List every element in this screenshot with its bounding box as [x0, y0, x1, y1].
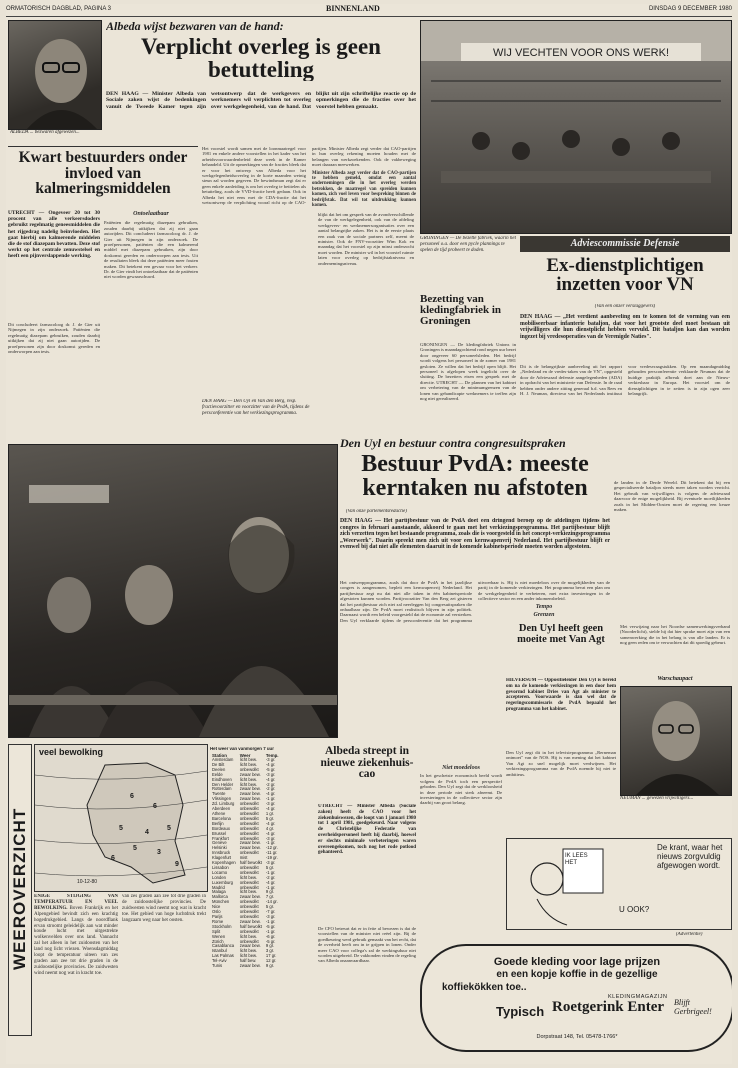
weather-cell-temp: 3 gr.: [265, 948, 275, 954]
kwart-body: [104, 210, 198, 438]
weather-cell-station: De Bilt: [212, 761, 225, 767]
denuyl-headline: Den Uyl heeft geen moeite met Van Agt: [517, 624, 605, 645]
weather-cell-weer: half bew.: [239, 958, 257, 964]
weather-cell-temp: -14 gr.: [265, 899, 278, 905]
weather-cell-weer: onbewolkt: [239, 830, 259, 836]
albeda-headline: Verplicht overleg is geen betutteling: [141, 35, 381, 81]
cartoon-slogan: De krant, waar het nieuws zorgvuldig afgewogen wordt.: [657, 843, 723, 870]
weather-cell-weer: onbewolkt: [239, 864, 259, 870]
weather-cell-temp: 1 gr.: [265, 810, 275, 816]
weather-cell-station: Madrid: [212, 884, 225, 890]
weather-cell-station: Londen: [212, 874, 226, 880]
weather-cell-temp: -3 gr.: [265, 757, 276, 762]
weather-cell-temp: -4 gr.: [265, 761, 276, 767]
weather-table: [210, 753, 281, 969]
defensie-side-body: de landen in de Derde Wereld. Dit betekent dat bij een gespecialiseerde bataljon steeds meer taken worden verricht. Het gebruik van vrijwilligers is volgens de adviesraad daarvoor de enige mogelijkheid. Bij eventuele moeilijkheden zoals in het Midden-Oosten moet de regering een keuze maken.: [614, 480, 730, 513]
weather-cell-temp: -3 gr.: [265, 801, 276, 807]
weather-cell-temp: 4 gr.: [265, 825, 275, 831]
defensie-body: Dit is de belangrijkste aanbeveling uit het rapport „Nederland en de vredes-taken van de VN", opgesteld door de Adviesraad defensie aangelegenheden (ADA) in opdracht van het ministerie van Defensie. In de raad hebben onder andere zitting generaal b.d. van Rees en H. J. Neuman, directeur van het Nederlands instituut voor vredesvraagstukken. Op een maandagmiddag gehouden persconferentie verklaarde Neuman dat de huidige praktijk afbreuk doet aan de Nieuw-verkiesbaar in Europa. Het voorstel om de dienstplichtigen in te zetten is in zijn ogen zeer belangrijk.: [520, 364, 730, 397]
map-label-7: 3: [157, 849, 161, 856]
albeda-lead: DEN HAAG — Minister Albeda van Sociale zaken wijst de bedenkingen vanuit de Tweede Kamer tegen zijn wetsontwerp dat de werkgevers en werknemers wil verplichten tot overleg over werkgelegenheid, van de hand. Dat blijkt uit zijn schriftelijke reactie op de opmerkingen die de fracties over het voorstel hebben gemaakt.: [106, 91, 416, 110]
weather-cell-weer: onbewolkt: [239, 909, 259, 915]
map-label-2: 6: [153, 803, 157, 810]
weather-cell-weer: onbewolkt: [239, 879, 259, 885]
albeda-photo: [8, 20, 102, 130]
weather-cell-temp: -1 gr.: [265, 869, 276, 875]
weather-cell-station: Split: [212, 928, 221, 934]
weather-cell-weer: zwaar bew.: [239, 791, 261, 797]
weather-cell-station: Oslo: [212, 909, 221, 915]
pvda-subhead-tempo: Tempo: [535, 603, 553, 610]
weather-cell-weer: onbewolkt: [239, 806, 259, 812]
weather-cell-weer: onbewolkt: [239, 884, 259, 890]
header-right: DINSDAG 9 DECEMBER 1980: [648, 6, 732, 12]
weather-cell-station: Genève: [212, 840, 227, 846]
pvda-lead: DEN HAAG — Het partijbestuur van de PvdA doet een dringend beroep op de afdelingen tijdens het congres in februari aanstaande, akkoord te gaan met het verkiezingsprogramma. Het partijbestuur blijft zich verzetten tegen het bestaande programma, zoals die is voorgesteld in het concept-verkiezingsprogramma „Weerwerk". Daarin spreekt men zich uit voor een kernwapenvrij Nederland. Het partijbestuur blijft er evenwel bij dat niet alle elementen daaruit in de komende kabinetsperiode moeten worden afgestoten.: [340, 518, 610, 551]
header-section: BINNENLAND: [326, 4, 380, 13]
ziekenhuis-headline: Albeda streept in nieuwe ziekenhuis-cao: [320, 746, 414, 780]
weather-cell-station: Rotterdam: [212, 786, 232, 792]
weather-cell-weer: onbewolkt: [239, 904, 259, 910]
weather-cell-station: Den Helder: [212, 781, 234, 787]
col-station: Station: [212, 753, 227, 758]
weather-cell-temp: -4 gr.: [265, 830, 276, 836]
weather-cell-station: Tunis: [212, 963, 223, 969]
weather-cell-station: Nice: [212, 904, 221, 910]
weather-cell-station: Zürich: [212, 938, 224, 944]
weather-cell-temp: -4 gr.: [265, 820, 276, 826]
weather-cell-weer: zwaar bew.: [239, 796, 261, 802]
weather-cell-weer: onbewolkt: [239, 820, 259, 826]
weather-summary: [34, 894, 118, 1064]
weather-cell-weer: onbewolkt: [239, 810, 259, 816]
weather-cell-weer: onbewolkt: [239, 850, 259, 856]
weather-cell-temp: 9 gr.: [265, 963, 275, 969]
netherlands-map-icon: [35, 745, 207, 891]
kwart-body-a: Dit concludeert farmacoloog dr. J. de Gier uit Nijmegen in zijn onderzoek. Patiënten die regelmatig diazepam gebruiken, zouden daarbij uitkijken dat zij niet gaan autorijden. De proefpersonen zijn door doskomst gereden en onderworpen aan tests.: [8, 322, 100, 355]
neuman-photo: [620, 686, 732, 796]
groningen-body: GRONINGEN — De kledingfabriek Unions in Groningen is maandagochtend rond negen uur bezet door ongeveer 60 personeelsleden. Het bedrijf wordt volgens het personeel in de zomer van 1981 gesloten. Ze willen dat het bedrijf open blijft. Het personeel is afgelopen week ingelicht over de sluiting. De bezetters eisen een gesprek met de directie. UTRECHT — De plannen van het kabinet om verbetering van de minimumgrenzen van de lonen van gehandicapte werknemers te treffen zijn nog niet gerealiseerd.: [420, 342, 516, 402]
defensie-headline: Ex-dienstplichtigen inzetten voor VN: [546, 256, 704, 294]
weather-map: [34, 744, 208, 892]
advert-label: (Advertentie): [676, 932, 703, 937]
weather-cell-station: Las Palmas: [212, 953, 234, 959]
weather-cell-station: Malaga: [212, 889, 226, 895]
weather-cell-temp: -11 gr.: [265, 850, 278, 856]
weather-side-title: WEEROVERZICHT: [10, 807, 29, 971]
albeda-body-col3: blijkt dat het om gesprek van de avondverschillende de van de werkgelegenheid, ook van de afdeling werkgevers- en werknemersorganisaties over een aantal belangrijke zaken. Het is in de eerste plaats een zaak van de sociale partners zelf, meent de minister. Ook de FNV-voorzitter Wim Kok en maandag dat het voorstel op zijn minst onderzocht moet worden. De minister wil in het voorstel ruimte laten voor overleg op bedrijfstakniveau en ondernemingsniveau.: [318, 212, 414, 266]
weather-cell-station: Frankfort: [212, 835, 229, 841]
groningen-photo: [420, 20, 732, 234]
weather-cell-temp: -3 gr.: [265, 835, 276, 841]
weather-cell-temp: 7 gr.: [265, 894, 275, 900]
weather-cell-weer: licht bew.: [239, 874, 257, 880]
weather-cell-weer: licht bew.: [239, 953, 257, 959]
col-temp: Temp.: [265, 753, 279, 758]
kwart-body-text: Patiënten die regelmatig diazepam gebruiken, zouden daarbij uitkijken dat zij niet gaan autorijden. Dit concludeert farmacoloog dr. J. de Gier uit Nijmegen in zijn onderzoek. De proefpersonen, patiënten die een kalmerend middel met diazepam gebruiken, zijn door doskomst gereden en onderworpen aan tests. Uit de resultaten bleek dat deze patiënten meer fouten maken. Dit betekent een gevaar voor het verkeer. Dr. de Gier vindt het ontoelaatbaar dat de patiënten niet worden gewaarschuwd.: [104, 220, 198, 280]
weather-cell-temp: -7 gr.: [265, 909, 276, 915]
advert-line1: Goede kleding voor lage prijzen: [493, 956, 661, 968]
weather-cell-temp: -1 gr.: [265, 884, 276, 890]
weather-cell-station: Mallorca: [212, 894, 228, 900]
weather-cell-weer: licht bew.: [239, 933, 257, 939]
groningen-headline: Bezetting van kledingfabriek in Groningen: [420, 294, 501, 327]
svg-text:WIJ VECHTEN VOOR ONS WERK!: WIJ VECHTEN VOOR ONS WERK!: [492, 47, 670, 59]
weather-table-title: Het weer van vanmorgen 7 uur: [210, 746, 274, 751]
pvda-byline: (Van onze parlementsredactie): [346, 509, 407, 514]
weather-cell-weer: zwaar bew.: [239, 963, 261, 969]
weather-cell-temp: 9 gr.: [265, 943, 275, 949]
weather-row: [210, 964, 281, 969]
weather-cell-temp: -5 gr.: [265, 938, 276, 944]
weather-cell-weer: licht bew.: [239, 781, 257, 787]
weather-cell-temp: -4 gr.: [265, 776, 276, 782]
weather-map-title: veel bewolking: [39, 747, 104, 757]
weather-cell-weer: onbewolkt: [239, 801, 259, 807]
weather-cell-station: Eelde: [212, 771, 223, 777]
defensie-byline: (Van één onzer verslaggevers): [594, 304, 656, 309]
denuyl-lead: HILVERSUM — Oppositieleider Den Uyl is bereid om na de komende verkiezingen in een door hem gevormd kabinet Dries van Agt als minister te accepteren. Voorwaarde is dan wel dat de regeringscommissaris de PvdA bepaald het programma van het kabinet.: [506, 678, 616, 712]
weather-cell-weer: zwaar bew.: [239, 786, 261, 792]
weather-cell-weer: onbewolkt: [239, 899, 259, 905]
weather-cell-station: Parijs: [212, 914, 223, 919]
weather-cell-temp: -5 gr.: [265, 923, 276, 929]
weather-cell-station: Casablanca: [212, 943, 235, 949]
weather-cell-station: Deelen: [212, 766, 226, 772]
krant-advert: [506, 838, 732, 930]
weather-cell-temp: -4 gr.: [265, 806, 276, 812]
weather-cell-temp: 5 gr.: [265, 815, 275, 821]
weather-cell-station: München: [212, 899, 230, 905]
weather-cell-station: Eindhoven: [212, 776, 232, 782]
weather-cell-temp: -4 gr.: [265, 791, 276, 797]
weather-cell-station: Helsinki: [212, 845, 227, 851]
advert-small: KLEDINGMAGAZIJN: [608, 994, 668, 1000]
map-label-1: 6: [130, 793, 134, 800]
albeda-body-bold: Minister Albeda zegt verder dat de CAO-partijen te hebben gemeld, omdat een aantal ondernemingen die in het overleg werden betrokken, de maatregel van spreiden kunnen komen, zich voel leven voor bespreking binnen de bedrijfstak. Dat wil tot uitdrukking kunnen komen.: [312, 170, 416, 209]
weather-cell-weer: half bewolkt: [239, 923, 262, 929]
map-date: 10-12-80: [77, 879, 98, 885]
cartoon-paper-label: IK LEES HET: [565, 853, 588, 866]
weather-sidebar: [8, 744, 32, 1036]
weather-cell-station: Klagenfurt: [212, 855, 232, 861]
weather-cell-temp: -3 gr.: [265, 771, 276, 777]
defensie-kicker-box: [520, 236, 730, 252]
weather-cell-station: Athene: [212, 810, 226, 816]
weather-cell-weer: onbewolkt: [239, 914, 259, 919]
weather-cell-weer: zwaar bew.: [239, 771, 261, 777]
weather-cell-station: Stockholm: [212, 923, 232, 929]
denuyl-body: Den Uyl zegt dit in het televisieprogramma „Rerneman ontmoet" van de NOS. Hij is van mening dat het kabinet Van Agt zo snel mogelijk moet verdwijnen. Het verkiezingsprogramma van de PvdA noemde hij niet te ambitieus.: [506, 750, 616, 777]
warschaupact-subhead: Warschaupact: [657, 676, 693, 682]
weather-cell-station: Brussel: [212, 830, 226, 836]
weather-cell-weer: zwaar bew.: [239, 918, 261, 924]
weather-cell-weer: licht bew.: [239, 776, 257, 782]
weather-cell-temp: -1 gr.: [265, 918, 276, 924]
weather-cell-weer: onbewolkt: [239, 766, 259, 772]
weather-summary-2: van zes graden aan zee tot drie graden in de zuidoostelijke provincies. De zuidwesten wind neemt nog wat in kracht toe. Het gebied van hoge luchtdruk trekt langzaam weg naar het oosten.: [122, 894, 206, 923]
weather-cell-temp: 12 gr.: [265, 958, 277, 964]
albeda-portrait-icon: [9, 21, 101, 129]
weather-cell-station: Berlijn: [212, 820, 224, 826]
ziekenhuis-body: De CFO betreurt dat er in feite al bewezen is dat de voorstellen van de minister niet reëel zijn. Bij de goedkeuring werd gebruik gemaakt van het recht, dat de overheid heeft om in te grijpen in lonen. Onder meer CAO voor collega's zal de werkingsduur niet worden uitgebreid. De vakbonden vinden de regeling van Albeda onaanvaardbaar.: [318, 926, 416, 964]
weather-cell-weer: zwaar bew.: [239, 845, 261, 851]
weather-cell-station: Lissabon: [212, 864, 229, 870]
map-label-6: 5: [133, 845, 137, 852]
weather-cell-station: Innsbruck: [212, 850, 231, 856]
weather-cell-temp: -2 gr.: [265, 874, 276, 880]
press-conference-icon: [9, 445, 337, 737]
neuman-portrait-icon: [621, 687, 731, 795]
weather-cell-station: Vlissingen: [212, 796, 232, 802]
albeda-body-text: Het voorstel wordt samen met de loonmaatregel voor 1981 en enkele andere voorstellen in het kader van het arbeidsvoorwaardenbeleid deze week in de Kamer behandeld. Uit de opmerkingen van de fracties bleek dat er voor het ontwerp van Albeda voor het werkgelegenheidsoverleg in de korte maanden weinig steun zal worden gegeven. De bewindsman zegt dat er geen enkele aanleiding is om het overleg te betitelen als betutteling, zoals de VVD-fractie heeft gedaan. Ook in Albeda het niet eens met de CDA-fractie dat het wetsontwerp de verplichting vooral richt op de CAO-partijen. Minister Albeda zegt verder dat CAO-partijen in hun overleg rekening moeten houden met de belangen van werkzoekenden. Ook de vakbeweging moet daaraan meewerken.: [202, 146, 416, 206]
page-header: [6, 4, 732, 17]
weather-cell-station: Rome: [212, 918, 224, 924]
weather-cell-temp: -2 gr.: [265, 786, 276, 792]
ziekenhuis-lead: UTRECHT — Minister Albeda (Sociale zaken) heeft de CAO voor het ziekenhuiswezen, die loopt van 1 januari 1980 tot 1 april 1981, goedgekeurd. Naar volgens de Christelijke Federatie van overheidspersoneel heeft hij daarbij, hoewel er slechts minimale verbeteringen waren overeengekomen, toch nog het rode potlood gehanteerd.: [318, 804, 416, 856]
weather-cell-station: Zd. Limburg: [212, 801, 235, 807]
pvda-photo-caption: DEN HAAG — Den Uyl en Van den Berg, resp. fractievoorzitter en voorzitter van de PvdA, tijdens de persconferentie van het verkiezingsprogramma.: [202, 399, 310, 416]
weather-cell-temp: 17 gr.: [265, 953, 277, 959]
weather-cell-station: Bordeaux: [212, 825, 230, 831]
neuman-caption: NEUMAN ... gewezen vrijwilligers...: [620, 796, 694, 801]
weather-cell-station: Barcelona: [212, 815, 231, 821]
weather-cell-station: Luxemburg: [212, 879, 233, 885]
cartoon-question: U OOK?: [619, 905, 650, 914]
weather-cell-weer: licht bew.: [239, 889, 257, 895]
pvda-body-text: Het ontwerpprogramma, zoals dat door de PvdA in het jaarlijkse congres is aangenomen, bepleit een kernwapenvrij Nederland. Het partijbestuur zegt nu dat niet alle taken in één kabinetsperiode afgestoten kunnen worden. Partijvoorzitter Van den Berg zei gisteren dat het partijbestuur zich niet zal neerleggen bij congresuitspraken die onhaalbaar zijn. De PvdA moet realistisch blijven in zijn politiek. Daarnaast wordt een beleid voorgesteld dat de economie zal versterken. Den Uyl verklaarde tijdens de persconferentie dat het programma uitvoerbaar is. Hij is niet moedeloos over de mogelijkheden van de partij in de komende verkiezingen. Het programma bevat een plan om de werkgelegenheid te verbeteren, met extra investeringen in de collectieve sector en een ander inkomensbeleid.: [340, 580, 610, 623]
weather-cell-weer: zwaar bew.: [239, 894, 261, 900]
weather-cell-weer: onbewolkt: [239, 869, 259, 875]
weather-cell-temp: -12 gr.: [265, 845, 278, 851]
advert-address: Dorpstraat 148, Tel. 05478-1766*: [536, 1034, 618, 1040]
weather-cell-station: Amsterdam: [212, 757, 234, 762]
pvda-subhead-moedeloos: Niet moedeloos: [442, 765, 480, 771]
groningen-caption: GRONINGEN — De bezette fabriek, waarin het personeel o.a. door een pycle plannings te spelen de tijd probeert te doden.: [420, 236, 516, 253]
weather-cell-station: Locarno: [212, 869, 228, 875]
weather-cell-station: Aberdeen: [212, 806, 231, 812]
weather-cell-temp: -5 gr.: [265, 766, 276, 772]
advert-line3: koffiekökken toe..: [442, 982, 527, 993]
denuyl-side: Met verwijzing naar het Noordse samenwerkingsverband (Noorderlicht), stelde hij dat hier sprake moet zijn van een samenwerking die in het belang is van alle landen. Er is nog geen reden om te verwachten dat dit spoedig gebeurt.: [620, 624, 730, 646]
weather-cell-weer: onbewolkt: [239, 835, 259, 841]
weather-cell-weer: onbewolkt: [239, 938, 259, 944]
weather-cell-weer: onbewolkt: [239, 825, 259, 831]
pvda-photo: [8, 444, 338, 738]
advert-brand: Roetgerink Enter: [552, 999, 665, 1015]
map-label-4: 4: [145, 829, 149, 836]
pvda-subhead-grenzen: Grenzen: [533, 612, 555, 619]
weather-cell-temp: -2 gr.: [265, 781, 276, 787]
weather-cell-weer: zwaar bew.: [239, 840, 261, 846]
kwart-lead: UTRECHT — Ongeveer 20 tot 30 procent van alle verkeersdoders gebruikt regelmatig geneesmiddelen die het rijgedrag nadelig beïnvloeden. Het gaat hierbij om kalmerende middelen die de stof diazepam bevatten. Deze stof werkt op het centrale zenuwstelsel en heeft een pijnverslappende werking.: [8, 210, 100, 260]
kwart-subhead: Ontoelaatbaar: [133, 211, 169, 217]
map-label-8: 9: [175, 861, 179, 868]
pvda-col-continued: Niet moedeloos In het geschetste economisch beeld wordt volgens de PvdA toch een perspectief geboden. Den Uyl zegt dat de werkloosheid in deze periode niet sterk afneemt. De investeringen in de collectieve sector zijn daarbij van groot belang.: [420, 765, 502, 806]
weather-cell-station: Istanbul: [212, 948, 227, 954]
weather-cell-weer: half bewolkt: [239, 860, 262, 866]
albeda-kicker: Albeda wijst bezwaren van de hand:: [106, 19, 284, 33]
newspaper-page: [6, 4, 732, 1064]
weather-cell-station: Tel-Aviv: [212, 958, 227, 964]
albeda-caption: ALBEDA ... bezwaren afgewezen...: [10, 130, 80, 135]
weather-cell-weer: onbewolkt: [239, 815, 259, 821]
weather-cell-weer: licht bew.: [239, 948, 257, 954]
weather-cell-station: Twente: [212, 791, 226, 797]
weather-table-box: [210, 746, 314, 1064]
col-weer: Weer: [239, 753, 251, 758]
weather-cell-temp: -4 gr.: [265, 879, 276, 885]
map-label-3: 5: [119, 825, 123, 832]
kwart-headline: Kwart bestuurders onder invloed van kalmeringsmiddelen: [18, 150, 188, 197]
advert-signature: Blijft Gerbrigeel!: [674, 998, 712, 1016]
factory-photo-icon: [421, 21, 731, 233]
weather-cell-temp: -6 gr.: [265, 933, 276, 939]
header-left: ORMATORISCH DAGBLAD, PAGINA 3: [6, 6, 112, 12]
advert-line2: en een kopje koffie in de gezellige: [496, 969, 658, 980]
weather-cell-station: Kopenhagen: [212, 860, 236, 866]
weather-cell-temp: -1 gr.: [265, 840, 276, 846]
weather-cell-weer: licht bew.: [239, 757, 257, 762]
weather-cell-temp: -1 gr.: [265, 928, 276, 934]
roetgerink-advert: [420, 944, 732, 1052]
weather-cell-temp: 5 gr.: [265, 864, 275, 870]
weather-cell-temp: -19 gr.: [265, 855, 278, 861]
advert-brand-prefix: Typisch: [496, 1004, 545, 1019]
weather-rows: [210, 758, 281, 969]
kwart-rule: [8, 146, 198, 147]
defensie-kicker: Adviescommissie Defensie: [570, 238, 680, 249]
weather-cell-station: Wenen: [212, 933, 226, 939]
pvda-headline: Bestuur PvdA: meeste kerntaken nu afstoten: [361, 452, 589, 500]
weather-summary-body: Boven Frankrijk en het Alpengebied bevindt zich een krachtig hogedrukgebied. Langs de noordflank ervan stroomt geleidelijk aan wat minder koude lucht met uitgestrekte wolkenvelden over ons land. Vannacht zal het alleen in het zuidoosten van het land nog licht vriezen. Woensdagmiddag loopt de temperatuur uiteen van zes graden aan zee tot drie graden in de zuidoostelijke provincies. De zuidwesten wind neemt nog wat in kracht toe.: [34, 905, 118, 976]
weather-cell-weer: zwaar bew.: [239, 943, 261, 949]
map-label-9: 6: [111, 855, 115, 862]
weather-cell-weer: licht bew.: [239, 761, 257, 767]
weather-cell-weer: onbewolkt: [239, 928, 259, 934]
weather-cell-weer: mist: [239, 855, 248, 861]
weather-cell-temp: 9 gr.: [265, 889, 275, 895]
weather-cell-temp: -3 gr.: [265, 860, 276, 866]
pvda-kicker: Den Uyl en bestuur contra congresuitspraken: [340, 436, 566, 450]
weather-cell-temp: -3 gr.: [265, 914, 276, 919]
weather-summary-lead: ENIGE STIJGING VAN TEMPERATUUR EN VEEL BEWOLKING.: [34, 894, 118, 911]
map-label-5: 5: [167, 825, 171, 832]
defensie-lead: DEN HAAG — „Het verdient aanbeveling om te komen tot de vorming van een mobiliseerbaar infanterie bataljon, dat voor het grootste deel moet bestaan uit vrijwilligers die hun dienstplicht hebben vervuld. Dit bataljon kan dan worden ingezet bij vredesoperaties van de Verenigde Naties".: [520, 314, 730, 340]
weather-cell-temp: -1 gr.: [265, 796, 276, 802]
weather-cell-temp: 5 gr.: [265, 904, 275, 910]
